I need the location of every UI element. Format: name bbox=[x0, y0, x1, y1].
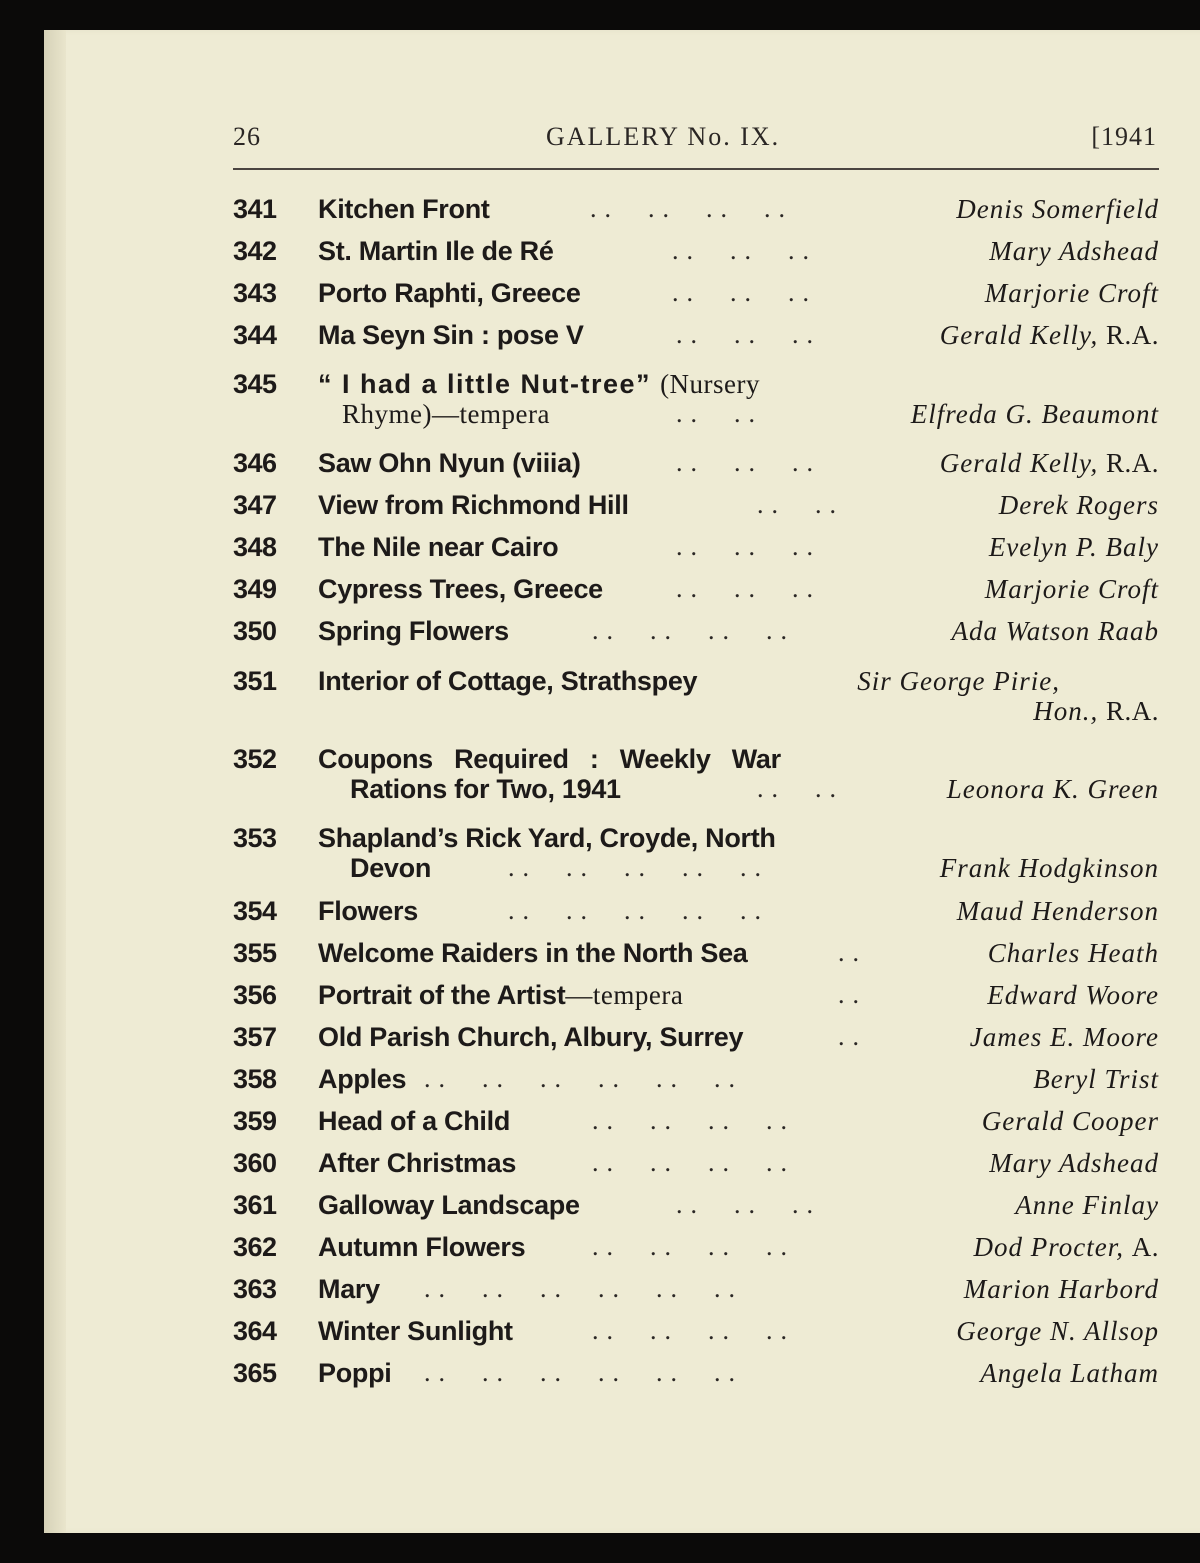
entry-title: The Nile near Cairo bbox=[318, 532, 559, 562]
entry-title-continued: Rhyme)—tempera bbox=[342, 399, 550, 429]
catalogue-entry bbox=[0, 1232, 1200, 1274]
entry-title: Flowers bbox=[318, 896, 418, 926]
dot-leader: .. .. .. .. .. .. bbox=[424, 1358, 743, 1387]
entry-artist: Ada Watson Raab bbox=[951, 616, 1159, 646]
entry-title-continued: Rations for Two, 1941 bbox=[350, 774, 621, 804]
entry-number: 342 bbox=[233, 236, 277, 266]
entry-artist: Anne Finlay bbox=[1015, 1190, 1159, 1220]
catalogue-entry bbox=[0, 1064, 1200, 1106]
entry-number: 344 bbox=[233, 320, 277, 350]
catalogue-entry bbox=[0, 448, 1200, 490]
entry-title: Galloway Landscape bbox=[318, 1190, 580, 1220]
catalogue-entry bbox=[0, 1358, 1200, 1400]
entry-title: Kitchen Front bbox=[318, 194, 490, 224]
catalogue-entry bbox=[0, 616, 1200, 658]
entry-title: Coupons Required : Weekly War bbox=[318, 744, 781, 774]
catalogue-entry bbox=[0, 938, 1200, 980]
entry-artist: Edward Woore bbox=[987, 980, 1159, 1010]
entry-number: 356 bbox=[233, 980, 277, 1010]
entry-title: Shapland’s Rick Yard, Croyde, North bbox=[318, 823, 776, 853]
catalogue-entry bbox=[0, 823, 1200, 893]
catalogue-entry bbox=[0, 1022, 1200, 1064]
dot-leader: .. .. .. .. .. bbox=[508, 853, 769, 882]
catalogue-entry bbox=[0, 896, 1200, 938]
entry-title: Mary bbox=[318, 1274, 380, 1304]
entry-number: 353 bbox=[233, 823, 277, 853]
catalogue-entry bbox=[0, 1148, 1200, 1190]
entry-number: 341 bbox=[233, 194, 277, 224]
dot-leader: .. .. .. bbox=[672, 236, 817, 265]
entry-title: St. Martin Ile de Ré bbox=[318, 236, 554, 266]
entry-number: 361 bbox=[233, 1190, 277, 1220]
catalogue-entry bbox=[0, 369, 1200, 439]
entry-artist: Gerald Kelly, R.A. bbox=[939, 448, 1159, 478]
entry-number: 357 bbox=[233, 1022, 277, 1052]
dot-leader: .. bbox=[838, 1022, 867, 1051]
dot-leader: .. .. .. .. .. .. bbox=[424, 1064, 743, 1093]
entry-artist: Mary Adshead bbox=[989, 236, 1159, 266]
dot-leader: .. .. .. bbox=[676, 574, 821, 603]
dot-leader: .. bbox=[838, 938, 867, 967]
catalogue-entry bbox=[0, 744, 1200, 814]
dot-leader: .. .. .. .. bbox=[592, 1148, 795, 1177]
entry-artist: Beryl Trist bbox=[1033, 1064, 1159, 1094]
entry-title: Cypress Trees, Greece bbox=[318, 574, 603, 604]
header-rule bbox=[233, 168, 1159, 170]
entry-artist: Frank Hodgkinson bbox=[939, 853, 1159, 883]
entry-number: 345 bbox=[233, 369, 277, 399]
entry-number: 349 bbox=[233, 574, 277, 604]
catalogue-entry bbox=[0, 666, 1200, 736]
entry-artist: Marjorie Croft bbox=[984, 278, 1159, 308]
entry-title: After Christmas bbox=[318, 1148, 517, 1178]
entry-number: 347 bbox=[233, 490, 277, 520]
catalogue-entry bbox=[0, 1274, 1200, 1316]
catalogue-entry bbox=[0, 532, 1200, 574]
entry-title: Apples bbox=[318, 1064, 407, 1094]
catalogue-entry bbox=[0, 490, 1200, 532]
running-head bbox=[0, 122, 1200, 162]
entry-number: 363 bbox=[233, 1274, 277, 1304]
catalogue-entry bbox=[0, 980, 1200, 1022]
entry-title: Interior of Cottage, Strathspey bbox=[318, 666, 698, 696]
entry-artist: Angela Latham bbox=[980, 1358, 1159, 1388]
dot-leader: .. bbox=[838, 980, 867, 1009]
entry-number: 359 bbox=[233, 1106, 277, 1136]
entry-number: 358 bbox=[233, 1064, 277, 1094]
dot-leader: .. .. .. .. bbox=[592, 1232, 795, 1261]
entry-artist: Leonora K. Green bbox=[946, 774, 1159, 804]
entry-title: View from Richmond Hill bbox=[318, 490, 629, 520]
entry-number: 360 bbox=[233, 1148, 277, 1178]
catalogue-entry bbox=[0, 278, 1200, 320]
entry-number: 355 bbox=[233, 938, 277, 968]
entry-artist: Elfreda G. Beaumont bbox=[910, 399, 1159, 429]
entry-artist: Gerald Kelly, R.A. bbox=[939, 320, 1159, 350]
entry-title: Poppi bbox=[318, 1358, 392, 1388]
entry-artist: Marion Harbord bbox=[963, 1274, 1159, 1304]
page-number: 26 bbox=[233, 122, 261, 151]
entry-artist: Sir George Pirie, bbox=[857, 666, 1060, 696]
dot-leader: .. .. .. bbox=[676, 320, 821, 349]
dot-leader: .. .. bbox=[757, 774, 844, 803]
catalogue-entry bbox=[0, 320, 1200, 362]
entry-artist: Marjorie Croft bbox=[984, 574, 1159, 604]
entry-title-continued: Devon bbox=[350, 853, 432, 883]
entry-number: 352 bbox=[233, 744, 277, 774]
dot-leader: .. .. .. bbox=[676, 1190, 821, 1219]
dot-leader: .. .. .. .. bbox=[592, 1316, 795, 1345]
entry-number: 343 bbox=[233, 278, 277, 308]
entry-title: Spring Flowers bbox=[318, 616, 509, 646]
dot-leader: .. .. .. bbox=[672, 278, 817, 307]
year: [1941 bbox=[1091, 122, 1157, 151]
catalogue-entry bbox=[0, 236, 1200, 278]
entry-artist: James E. Moore bbox=[969, 1022, 1159, 1052]
entry-artist: Evelyn P. Baly bbox=[988, 532, 1159, 562]
entry-artist: Denis Somerfield bbox=[956, 194, 1159, 224]
entry-number: 346 bbox=[233, 448, 277, 478]
entry-artist: Charles Heath bbox=[987, 938, 1159, 968]
entry-title: Autumn Flowers bbox=[318, 1232, 526, 1262]
dot-leader: .. .. .. bbox=[676, 532, 821, 561]
entry-artist: Derek Rogers bbox=[998, 490, 1159, 520]
entry-artist: George N. Allsop bbox=[956, 1316, 1159, 1346]
entry-title: Head of a Child bbox=[318, 1106, 511, 1136]
dot-leader: .. .. .. .. .. .. bbox=[424, 1274, 743, 1303]
entry-title: “ I had a little Nut-tree” (Nursery bbox=[318, 369, 761, 399]
dot-leader: .. .. .. bbox=[676, 448, 821, 477]
entry-number: 348 bbox=[233, 532, 277, 562]
catalogue-entry bbox=[0, 194, 1200, 236]
entry-number: 351 bbox=[233, 666, 277, 696]
entry-number: 364 bbox=[233, 1316, 277, 1346]
entry-number: 354 bbox=[233, 896, 277, 926]
entry-artist: Mary Adshead bbox=[989, 1148, 1159, 1178]
entry-artist: Dod Procter, A. bbox=[973, 1232, 1159, 1262]
catalogue-entry bbox=[0, 1190, 1200, 1232]
entry-title: Welcome Raiders in the North Sea bbox=[318, 938, 748, 968]
catalogue-entry bbox=[0, 1106, 1200, 1148]
entry-number: 350 bbox=[233, 616, 277, 646]
entry-title: Old Parish Church, Albury, Surrey bbox=[318, 1022, 744, 1052]
entry-artist: Gerald Cooper bbox=[981, 1106, 1159, 1136]
dot-leader: .. .. .. .. .. bbox=[508, 896, 769, 925]
entry-title: Porto Raphti, Greece bbox=[318, 278, 581, 308]
entry-title: Saw Ohn Nyun (viiia) bbox=[318, 448, 581, 478]
dot-leader: .. .. .. .. bbox=[590, 194, 793, 223]
entry-artist: Maud Henderson bbox=[956, 896, 1159, 926]
entry-title: Portrait of the Artist—tempera bbox=[318, 980, 684, 1010]
dot-leader: .. .. .. .. bbox=[592, 1106, 795, 1135]
catalogue-entry bbox=[0, 1316, 1200, 1358]
gallery-title: GALLERY No. IX. bbox=[546, 122, 781, 151]
dot-leader: .. .. .. .. bbox=[592, 616, 795, 645]
dot-leader: .. .. bbox=[757, 490, 844, 519]
entry-artist-continued: Hon., R.A. bbox=[1033, 696, 1159, 726]
entry-number: 365 bbox=[233, 1358, 277, 1388]
entry-number: 362 bbox=[233, 1232, 277, 1262]
entry-title: Ma Seyn Sin : pose V bbox=[318, 320, 584, 350]
dot-leader: .. .. bbox=[676, 399, 763, 428]
catalogue-entry bbox=[0, 574, 1200, 616]
entry-title: Winter Sunlight bbox=[318, 1316, 513, 1346]
